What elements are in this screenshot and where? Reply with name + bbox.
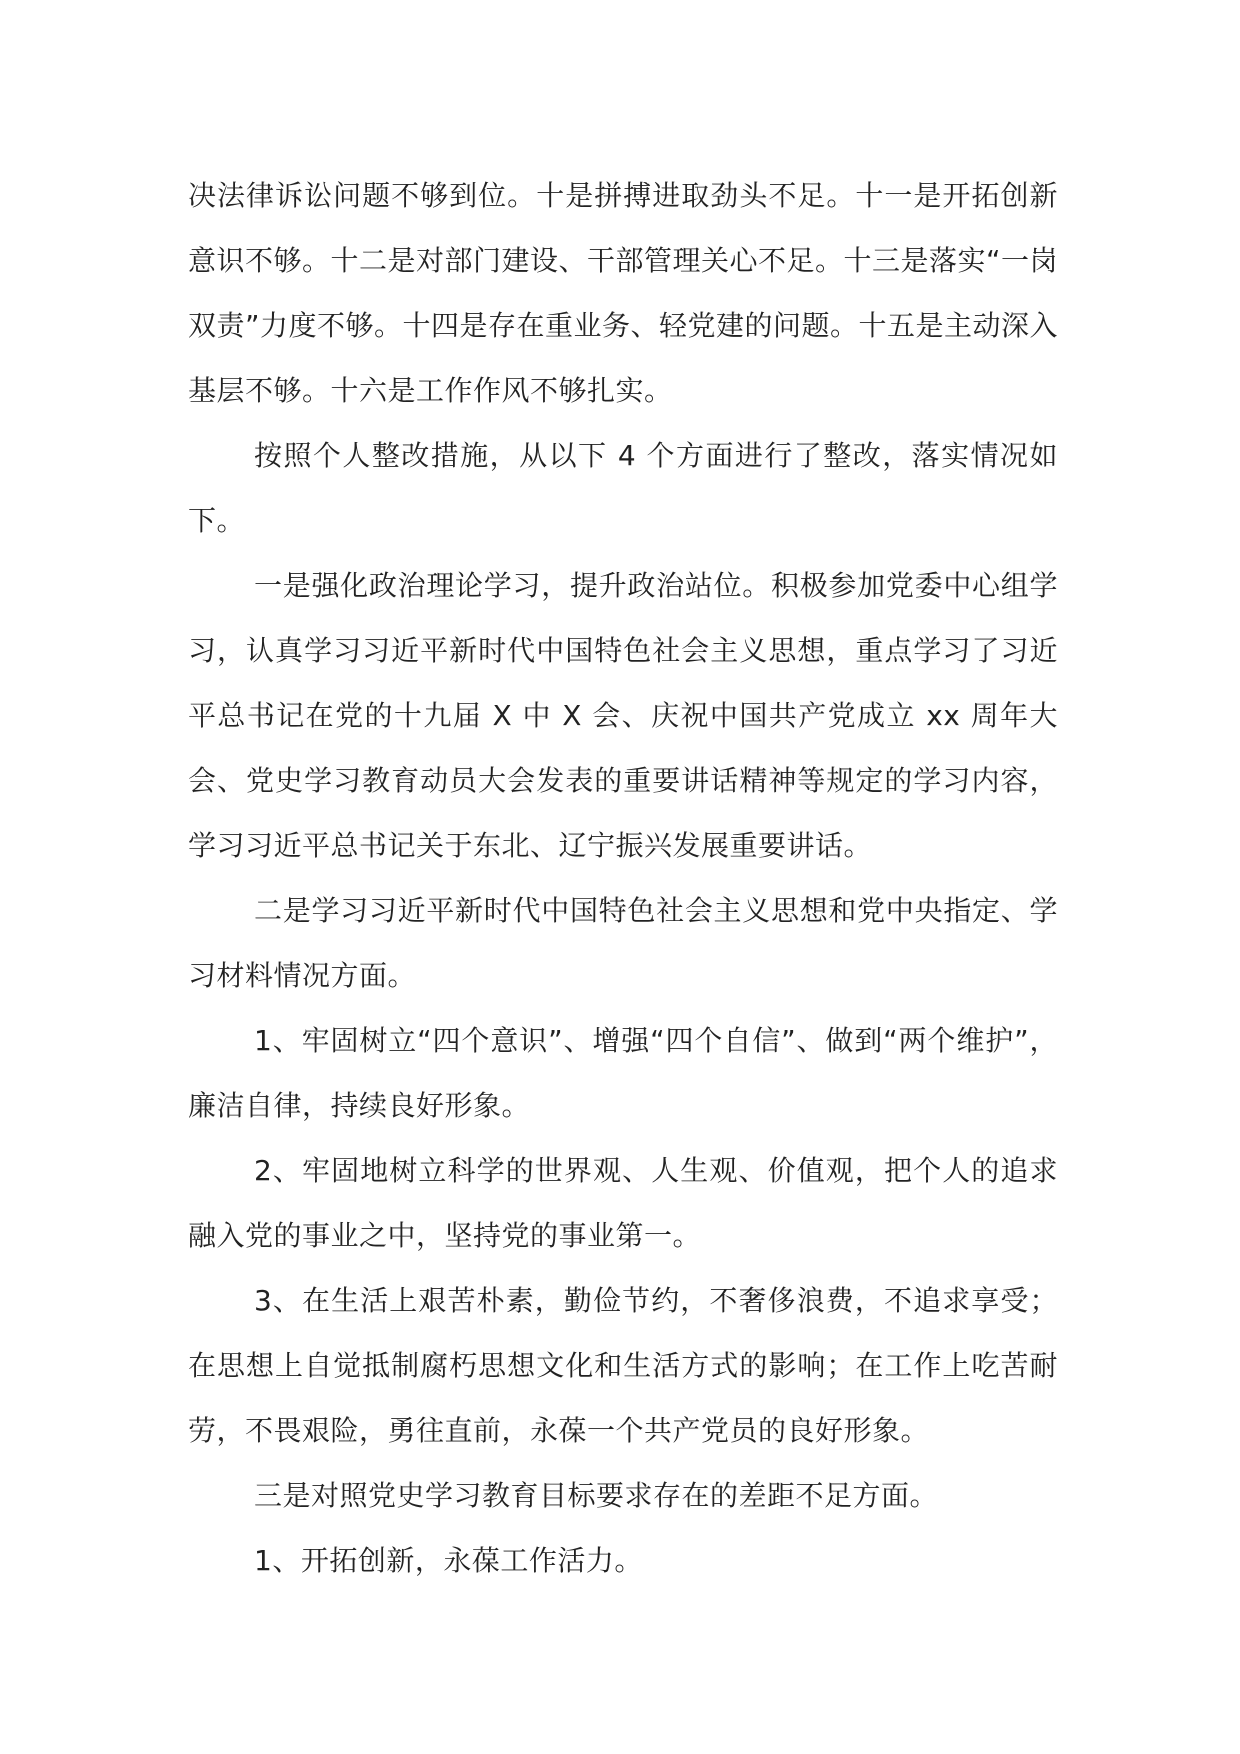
paragraph-item-1: 1、牢固树立“四个意识”、增强“四个自信”、做到“两个维护”，廉洁自律，持续良好形象。 bbox=[188, 1024, 1058, 1122]
paragraph-point-one: 一是强化政治理论学习，提升政治站位。积极参加党委中心组学习，认真学习习近平新时代中国特色社会主义思想，重点学习了习近平总书记在党的十九届 X 中 X 会、庆祝中国共产党成立 xx 周年大会、党史学习教育动员大会发表的重要讲话精神等规定的学习内容，学习习近平总书记关于东北、辽宁振兴发展重要讲话。 bbox=[188, 569, 1058, 862]
paragraph-point-two: 二是学习习近平新时代中国特色社会主义思想和党中央指定、学习材料情况方面。 bbox=[188, 894, 1058, 992]
paragraph-item-2: 2、牢固地树立科学的世界观、人生观、价值观，把个人的追求融入党的事业之中，坚持党的事业第一。 bbox=[188, 1154, 1058, 1252]
paragraph-subitem-1: 1、开拓创新，永葆工作活力。 bbox=[254, 1544, 643, 1577]
paragraph-point-three: 三是对照党史学习教育目标要求存在的差距不足方面。 bbox=[254, 1479, 939, 1512]
paragraph-continuation: 决法律诉讼问题不够到位。十是拼搏进取劲头不足。十一是开拓创新意识不够。十二是对部门建设、干部管理关心不足。十三是落实“一岗双责”力度不够。十四是存在重业务、轻党建的问题。十五是主动深入基层不够。十六是工作作风不够扎实。 bbox=[188, 179, 1059, 407]
document-body bbox=[188, 163, 1058, 1593]
paragraph-rectification-intro: 按照个人整改措施，从以下 4 个方面进行了整改，落实情况如下。 bbox=[188, 439, 1058, 537]
paragraph-item-3: 3、在生活上艰苦朴素，勤俭节约，不奢侈浪费，不追求享受；在思想上自觉抵制腐朽思想文化和生活方式的影响；在工作上吃苦耐劳，不畏艰险，勇往直前，永葆一个共产党员的良好形象。 bbox=[188, 1284, 1058, 1447]
